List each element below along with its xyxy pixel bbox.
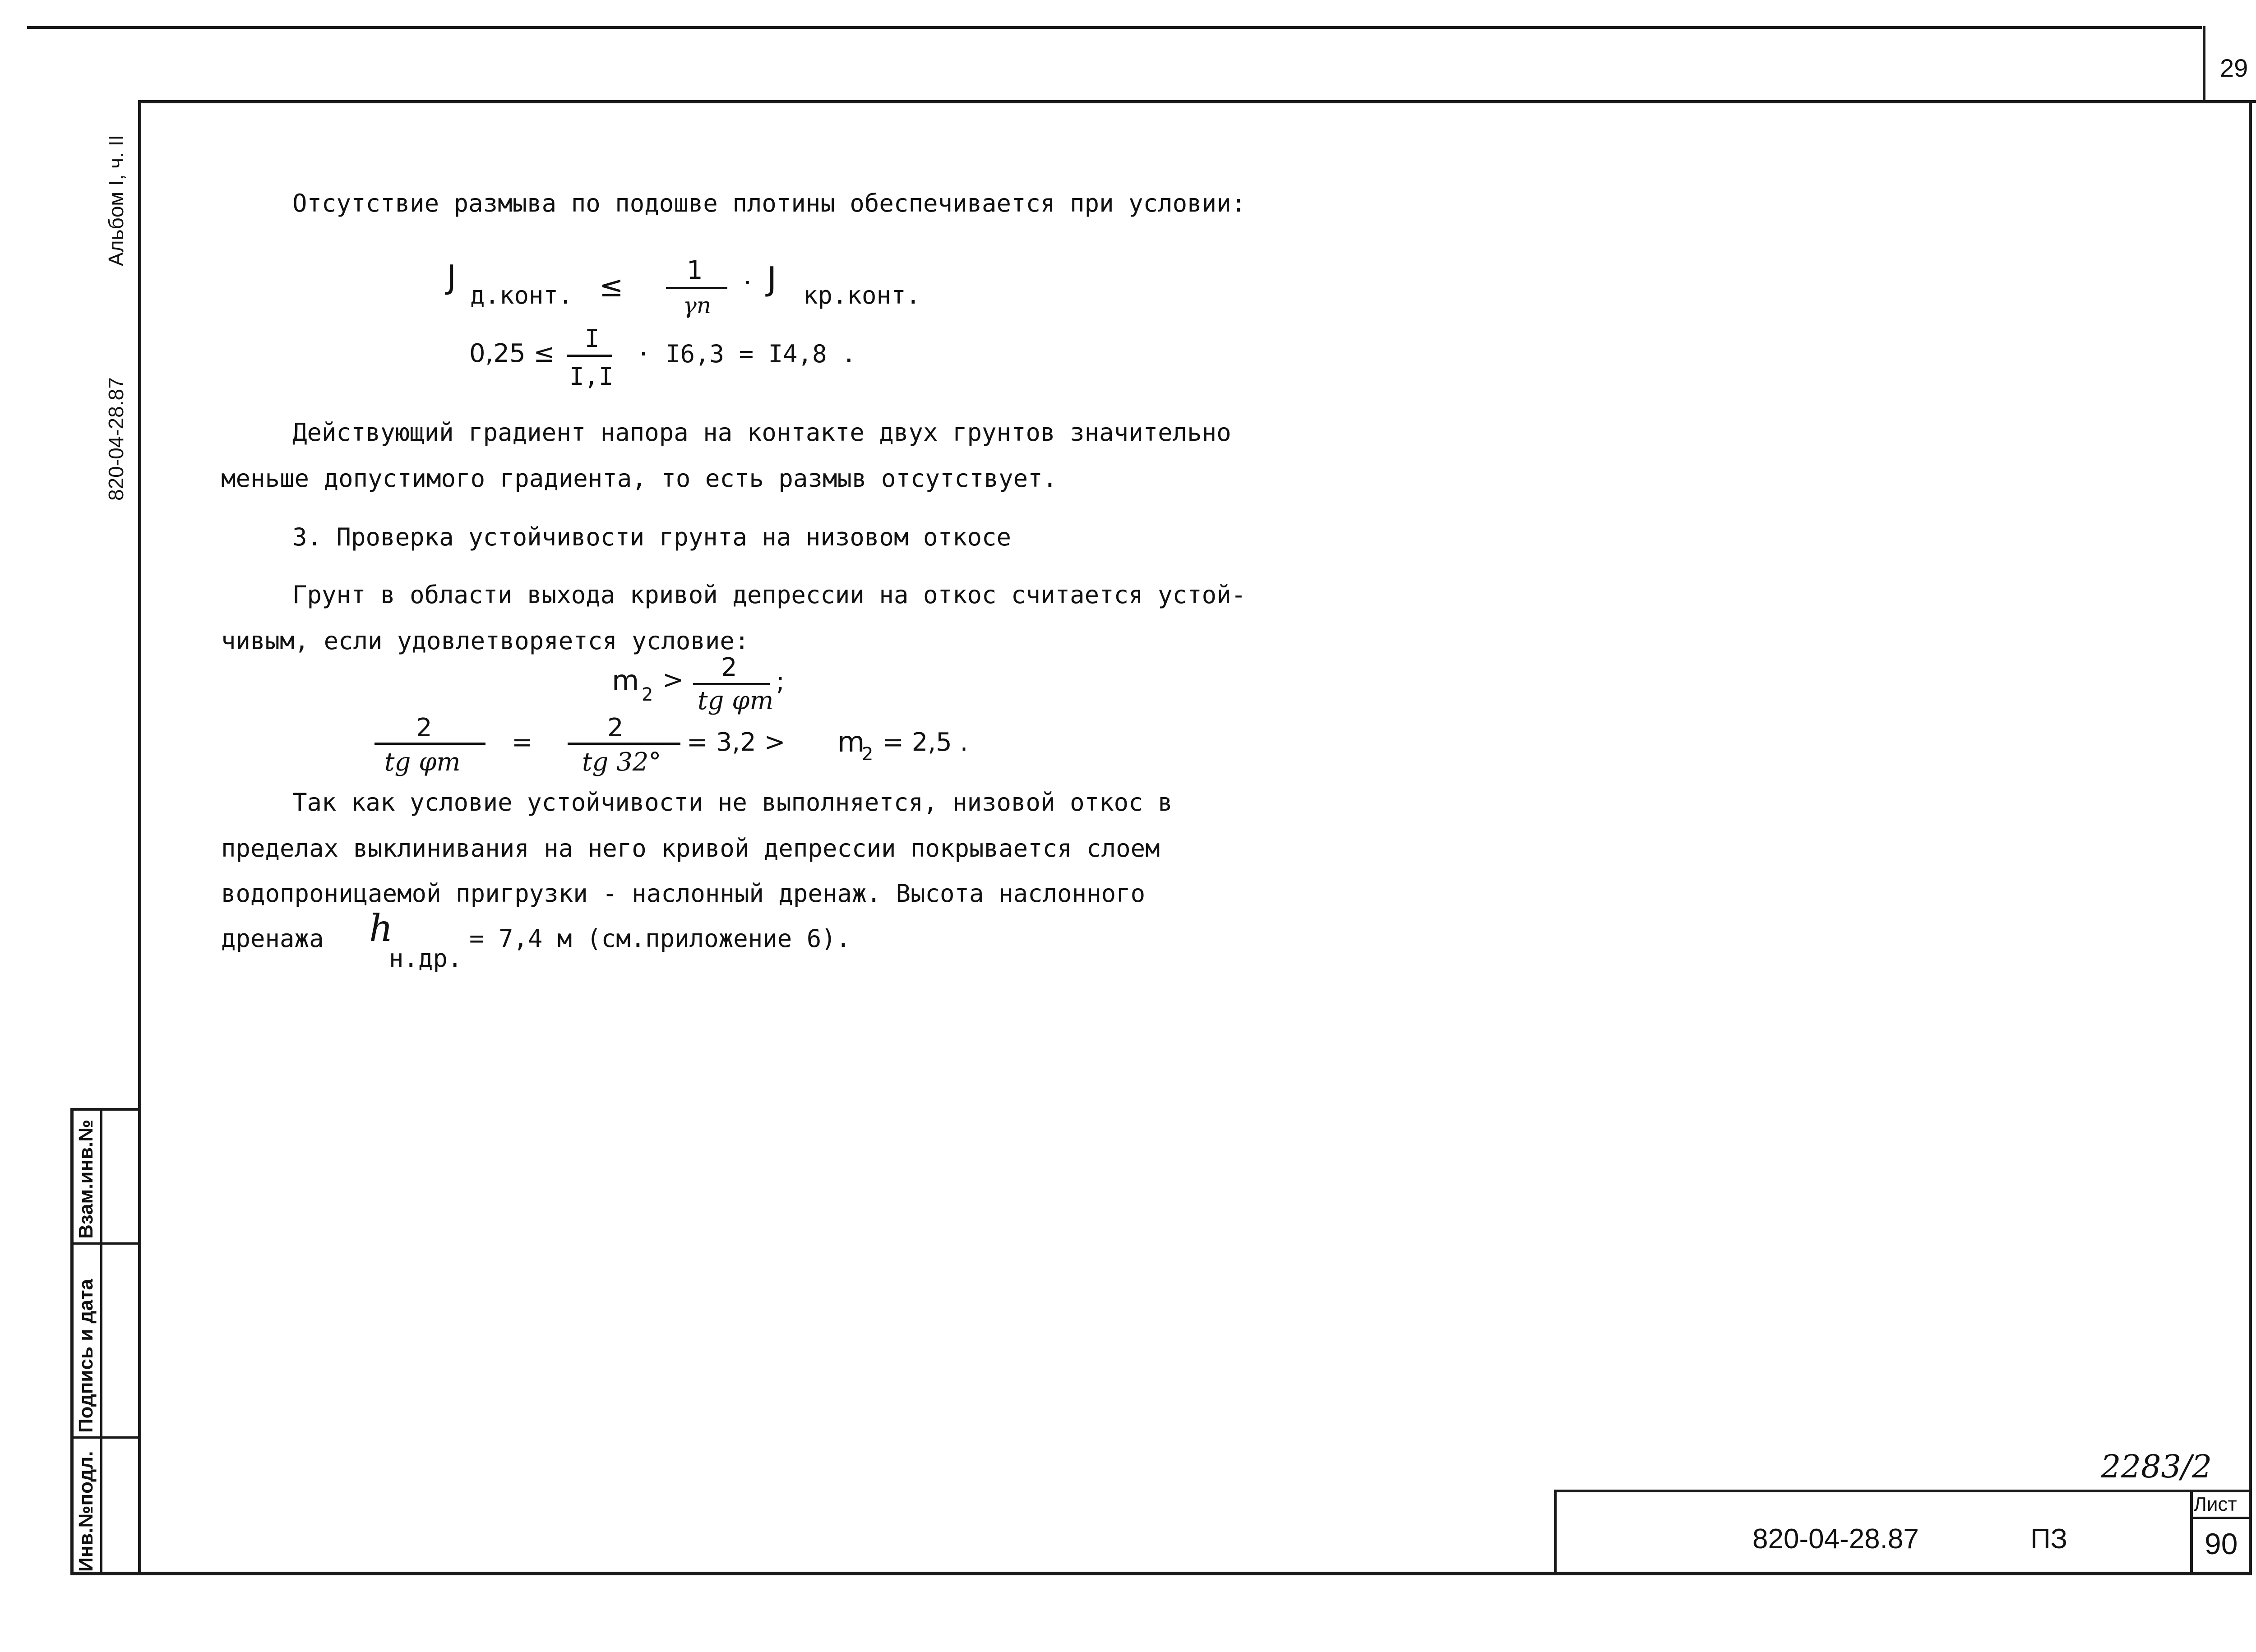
f4-frac-bar-2 <box>568 743 680 745</box>
f4-eq: = <box>512 728 533 757</box>
stamp-sheet-left <box>2190 1490 2193 1574</box>
frame-bottom <box>70 1572 2251 1575</box>
stamp-top <box>1556 1490 2251 1492</box>
stamp-sheet-divider <box>2190 1517 2251 1519</box>
paragraph-1: Отсутствие размыва по подошве плотины обеспечивается при условии: <box>292 189 1246 217</box>
frame-right <box>2249 100 2252 1575</box>
paragraph-2-line-2: меньше допустимого градиента, то есть размыв отсутствует. <box>221 464 1058 493</box>
frame-left <box>138 100 141 1575</box>
f1-dot: · <box>744 268 752 298</box>
archive-number: 2283/2 <box>2101 1448 2212 1485</box>
f1-den: γn <box>683 292 712 318</box>
stamp-left <box>1554 1490 1557 1574</box>
f3-lhs-sub: 2 <box>642 684 653 705</box>
f4-den1: tg φт <box>384 748 461 777</box>
f4-rest-2: = 2,5 . <box>883 728 968 757</box>
f4-num1: 2 <box>416 713 432 743</box>
f1-rhs-sub: кр.конт. <box>803 281 921 309</box>
f1-num: 1 <box>687 256 703 285</box>
f1-lhs-sub: д.конт. <box>470 281 573 309</box>
f3-op: > <box>662 665 684 695</box>
f4-m-sub: 2 <box>862 744 874 765</box>
field-inv-orig: Инв.№подл. <box>75 1451 97 1572</box>
margin-doc-code: 820-04-28.87 <box>104 377 128 501</box>
f2-den: I,I <box>569 362 614 391</box>
f1-op: ≤ <box>599 270 624 304</box>
field-sign-date: Подпись и дата <box>75 1279 97 1433</box>
f3-num: 2 <box>721 653 737 682</box>
paragraph-3-line-1: Грунт в области выхода кривой депрессии на откос считается устой- <box>292 581 1246 609</box>
paragraph-2-line-1: Действующий градиент напора на контакте двух грунтов значительно <box>292 418 1231 447</box>
f3-lhs: m <box>612 664 639 697</box>
frame-top <box>138 100 2251 103</box>
page-number-box-left <box>2203 26 2205 103</box>
margin-box-left <box>70 1110 74 1574</box>
f2-frac-bar <box>567 355 612 357</box>
paragraph-4-line-1: Так как условие устойчивости не выполняется, низовой откос в <box>292 788 1173 817</box>
section-heading-3: 3. Проверка устойчивости грунта на низовом откосе <box>292 523 1012 551</box>
paragraph-4-line-3: водопроницаемой пригрузки - наслонный дренаж. Высота наслонного <box>221 879 1146 908</box>
stamp-sheet-number: 90 <box>2205 1527 2238 1560</box>
f2-lhs: 0,25 ≤ <box>469 339 555 368</box>
f4-frac-bar-1 <box>374 743 485 745</box>
page-number: 29 <box>2220 54 2248 82</box>
margin-box-div2 <box>70 1436 141 1439</box>
stamp-sheet-label: Лист <box>2194 1493 2237 1515</box>
paragraph-4-line-4-b: = 7,4 м (см.приложение 6). <box>469 924 851 953</box>
paragraph-3-line-2: чивым, если удовлетворяется условие: <box>221 627 749 655</box>
paragraph-4-line-2: пределах выклинивания на него кривой депрессии покрывается слоем <box>221 834 1160 863</box>
paragraph-4-line-4-a: дренажа <box>221 924 324 953</box>
f2-num: I <box>585 324 600 353</box>
album-label: Альбом I, ч. II <box>104 134 128 266</box>
margin-box-top <box>70 1108 141 1111</box>
f4-den2: tg 32° <box>582 748 661 777</box>
f3-end: ; <box>776 667 785 697</box>
f2-rest: · I6,3 = I4,8 . <box>636 340 856 368</box>
stamp-section: ПЗ <box>2030 1523 2068 1555</box>
f1-rhs-symbol: J <box>767 260 777 298</box>
f4-m: m <box>837 725 865 758</box>
f3-den: tg φт <box>698 686 774 715</box>
paragraph-4-h-sub: н.др. <box>389 944 462 973</box>
field-vzam: Взам.инв.№ <box>75 1119 97 1239</box>
f1-lhs-symbol: J <box>447 258 457 296</box>
stamp-doc-code: 820-04-28.87 <box>1752 1523 1919 1555</box>
f4-rest-1: = 3,2 > <box>687 728 786 757</box>
top-rule <box>27 26 2202 29</box>
paragraph-4-h: h <box>369 907 393 950</box>
margin-box-mid <box>100 1110 102 1574</box>
f1-frac-bar <box>666 287 727 289</box>
margin-box-div1 <box>70 1242 141 1245</box>
f3-frac-bar <box>693 683 770 685</box>
f4-num2: 2 <box>607 713 624 743</box>
